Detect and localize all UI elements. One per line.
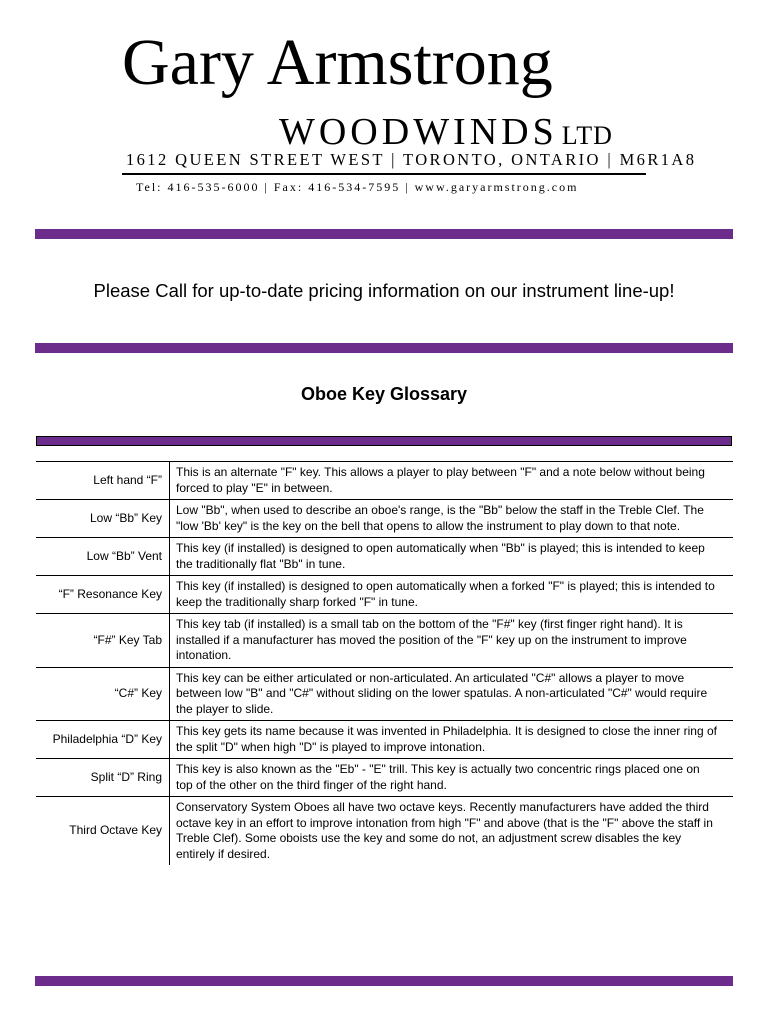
glossary-definition: This key is also known as the "Eb" - "E" trill. This key is actually two concentric rings placed one on top of the other on the third finger of the right hand.	[170, 759, 734, 797]
glossary-term: “F#” Key Tab	[36, 614, 170, 668]
table-row	[36, 614, 733, 668]
glossary-term: Low “Bb” Key	[36, 500, 170, 538]
company-logo	[122, 26, 697, 194]
glossary-term: Left hand “F”	[36, 462, 170, 500]
purple-band-bottom	[35, 976, 733, 986]
table-header-bar	[36, 436, 732, 446]
table-row	[36, 667, 733, 721]
table-row	[36, 576, 733, 614]
glossary-definition: This key can be either articulated or non-articulated. An articulated "C#" allows a player to move between low "B" and "C#" without sliding on the lower spatulas. A non-articulated "C#" would require the player to slide.	[170, 667, 734, 721]
company-address: 1612 QUEEN STREET WEST | TORONTO, ONTARIO | M6R1A8	[126, 150, 697, 169]
division-text: WOODWINDS	[279, 111, 558, 153]
glossary-definition: This is an alternate "F" key. This allows a player to play between "F" and a note below without being forced to play "E" in between.	[170, 462, 734, 500]
glossary-term: Split “D” Ring	[36, 759, 170, 797]
glossary-term: “C#” Key	[36, 667, 170, 721]
glossary-term: Third Octave Key	[36, 797, 170, 866]
table-row	[36, 759, 733, 797]
glossary-table	[36, 461, 733, 865]
glossary-term: “F” Resonance Key	[36, 576, 170, 614]
table-row	[36, 721, 733, 759]
company-name: Gary Armstrong	[122, 26, 553, 99]
glossary-definition: Low "Bb", when used to describe an oboe's range, is the "Bb" below the staff in the Treble Clef. The "low 'Bb' key" is the key on the bell that opens to allow the instrument to play down to that note.	[170, 500, 734, 538]
glossary-definition: This key (if installed) is designed to open automatically when a forked "F" is played; this is intended to keep the traditionally sharp forked "F" in tune.	[170, 576, 734, 614]
page-title: Oboe Key Glossary	[300, 384, 468, 404]
glossary-term: Philadelphia “D” Key	[36, 721, 170, 759]
glossary-definition: This key (if installed) is designed to open automatically when "Bb" is played; this is intended to keep the traditionally flat "Bb" in tune.	[170, 538, 734, 576]
glossary-definition: This key tab (if installed) is a small tab on the bottom of the "F#" key (first finger right hand). It is installed if a manufacturer has moved the position of the "F" key up on the instrument to improve intonation.	[170, 614, 734, 668]
logo-divider	[122, 173, 646, 175]
pricing-notice: Please Call for up-to-date pricing information on our instrument line-up!	[93, 280, 675, 301]
glossary-term: Low “Bb” Vent	[36, 538, 170, 576]
company-contact: Tel: 416-535-6000 | Fax: 416-534-7595 | www.garyarmstrong.com	[136, 180, 579, 194]
table-row	[36, 797, 733, 866]
table-row	[36, 500, 733, 538]
glossary-definition: Conservatory System Oboes all have two octave keys. Recently manufacturers have added the third octave key in an effort to improve intonation from high "F" and above (that is the "F" above the staff in Treble Clef). Some oboists use the key and some do not, an adjustment screw disables the key entirely if desired.	[176, 800, 713, 861]
purple-band-top	[35, 229, 733, 239]
purple-band-middle	[35, 343, 733, 353]
glossary-definition: This key gets its name because it was invented in Philadelphia. It is designed to close the inner ring of the split "D" when high "D" is played to improve intonation.	[170, 721, 734, 759]
company-suffix: LTD	[561, 121, 613, 150]
table-row	[36, 538, 733, 576]
table-row	[36, 462, 733, 500]
